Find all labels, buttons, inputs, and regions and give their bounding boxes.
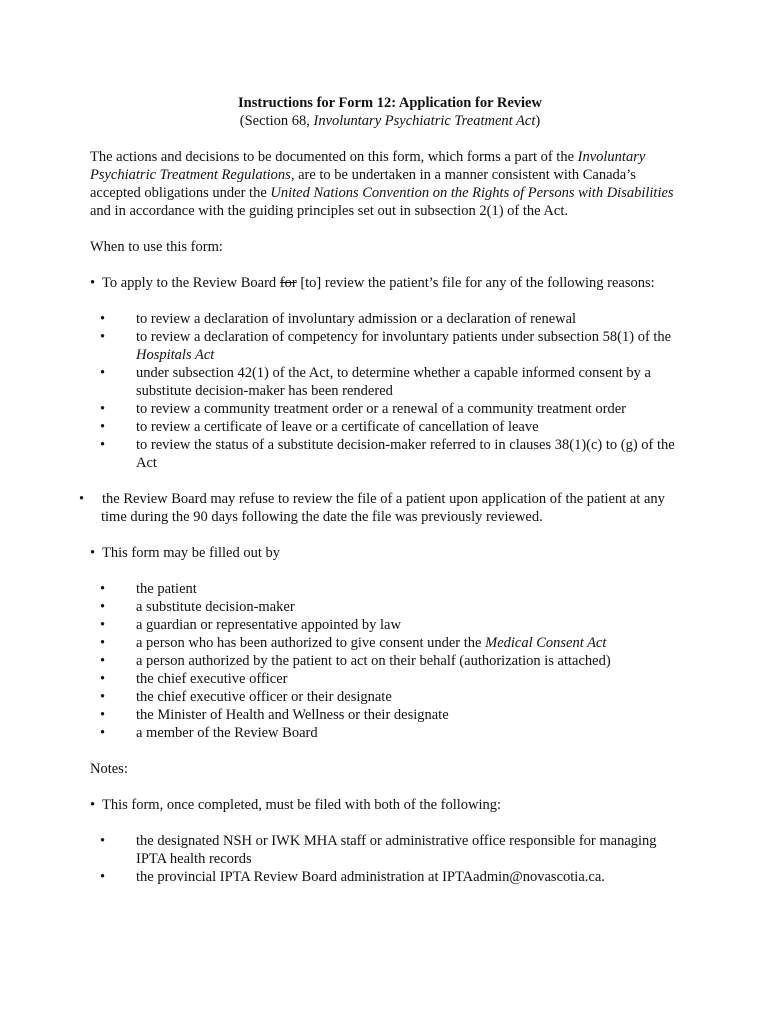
list-item-text: to review the status of a substitute decision-maker referred to in clauses 38(1)(c) to (g) of the Act xyxy=(136,437,675,471)
intro-convention-name: United Nations Convention on the Rights of Persons with Disabilities xyxy=(270,185,674,201)
subtitle-act-name: Involuntary Psychiatric Treatment Act xyxy=(313,113,536,129)
bullet-icon: • xyxy=(100,365,106,381)
list-item-text: to review a declaration of involuntary admission or a declaration of renewal xyxy=(136,311,577,327)
list-item xyxy=(90,634,690,652)
bullet-icon: • xyxy=(90,275,96,291)
bullet-icon: • xyxy=(79,491,85,507)
filed-lead-text: This form, once completed, must be filed with both of the following: xyxy=(102,797,502,813)
list-item xyxy=(90,616,690,634)
bullet-icon: • xyxy=(100,653,106,669)
list-item xyxy=(90,364,690,400)
filled-lead-text: This form may be filled out by xyxy=(102,545,280,561)
list-item-text: the chief executive officer or their designate xyxy=(136,689,392,705)
bullet-icon: • xyxy=(90,797,96,813)
list-item-text: to review a certificate of leave or a certificate of cancellation of leave xyxy=(136,419,539,435)
list-item-text: the chief executive officer xyxy=(136,671,288,687)
document-page xyxy=(79,94,690,886)
list-item-text: to review a declaration of competency for involuntary patients under subsection 58(1) of the xyxy=(136,329,672,345)
bullet-icon: • xyxy=(100,599,106,615)
bullet-icon: • xyxy=(100,725,106,741)
list-item-text: a substitute decision-maker xyxy=(136,599,295,615)
reasons-list xyxy=(90,310,690,472)
list-item xyxy=(90,580,690,598)
bullet-icon: • xyxy=(100,617,106,633)
medical-consent-act-name: Medical Consent Act xyxy=(485,635,607,651)
list-item-text: the provincial IPTA Review Board administration at IPTAadmin@novascotia.ca. xyxy=(136,869,605,885)
filled-by-list xyxy=(90,580,690,742)
apply-prefix: To apply to the Review Board xyxy=(102,275,280,291)
bullet-icon: • xyxy=(100,311,106,327)
list-item xyxy=(90,688,690,706)
bullet-icon: • xyxy=(90,545,96,561)
apply-struck-word: for xyxy=(279,275,297,291)
intro-regulations-name: Involuntary Psychiatric Treatment Regulations xyxy=(90,149,646,183)
list-item-text: to review a community treatment order or a renewal of a community treatment order xyxy=(136,401,626,417)
bullet-icon: • xyxy=(100,437,106,453)
list-item xyxy=(90,670,690,688)
intro-text-1: The actions and decisions to be documented on this form, which forms a part of the xyxy=(90,149,578,165)
list-item xyxy=(90,598,690,616)
refuse-bullet xyxy=(79,490,690,526)
list-item-text: the Minister of Health and Wellness or their designate xyxy=(136,707,449,723)
list-item xyxy=(90,400,690,418)
bullet-icon: • xyxy=(100,419,106,435)
list-item xyxy=(90,724,690,742)
hospitals-act-name: Hospitals Act xyxy=(136,347,215,363)
page-subtitle xyxy=(90,112,690,130)
list-item xyxy=(90,328,690,364)
subtitle-prefix: (Section 68, xyxy=(239,113,314,129)
list-item xyxy=(90,706,690,724)
intro-text-3: and in accordance with the guiding principles set out in subsection 2(1) of the Act. xyxy=(90,203,568,219)
list-item xyxy=(90,418,690,436)
bullet-icon: • xyxy=(100,707,106,723)
bullet-icon: • xyxy=(100,869,106,885)
bullet-icon: • xyxy=(100,689,106,705)
when-heading: When to use this form: xyxy=(90,239,223,255)
subtitle-suffix: ) xyxy=(535,113,541,129)
apply-suffix: [to] review the patient’s file for any of the following reasons: xyxy=(296,275,655,291)
bullet-icon: • xyxy=(100,581,106,597)
filled-bullet xyxy=(90,544,690,562)
intro-text-2: , are to be undertaken in a manner consistent with Canada’s accepted obligations under the xyxy=(90,167,636,201)
filed-with-list xyxy=(90,832,690,886)
list-item-text: a guardian or representative appointed by law xyxy=(136,617,401,633)
list-item xyxy=(90,868,690,886)
list-item-text: a person authorized by the patient to act on their behalf (authorization is attached) xyxy=(136,653,611,669)
bullet-icon: • xyxy=(100,635,106,651)
list-item xyxy=(90,436,690,472)
apply-bullet xyxy=(90,274,690,292)
list-item xyxy=(90,652,690,670)
filed-bullet xyxy=(90,796,690,814)
list-item xyxy=(90,310,690,328)
bullet-icon: • xyxy=(100,671,106,687)
notes-heading: Notes: xyxy=(90,761,128,777)
bullet-icon: • xyxy=(100,401,106,417)
intro-paragraph xyxy=(90,148,690,220)
list-item-text: a member of the Review Board xyxy=(136,725,318,741)
list-item-text: under subsection 42(1) of the Act, to determine whether a capable informed consent by a substitute decision-maker has been rendered xyxy=(136,365,651,399)
list-item-text: the designated NSH or IWK MHA staff or administrative office responsible for managing IPTA health records xyxy=(136,833,657,867)
list-item-text: the patient xyxy=(136,581,197,597)
list-item xyxy=(90,832,690,868)
bullet-icon: • xyxy=(100,329,106,345)
list-item-text: a person who has been authorized to give consent under the xyxy=(136,635,486,651)
bullet-icon: • xyxy=(100,833,106,849)
refuse-text: the Review Board may refuse to review the file of a patient upon application of the patient at any time during the 90 days following the date the file was previously reviewed. xyxy=(101,491,665,525)
page-title: Instructions for Form 12: Application for Review xyxy=(238,95,542,111)
